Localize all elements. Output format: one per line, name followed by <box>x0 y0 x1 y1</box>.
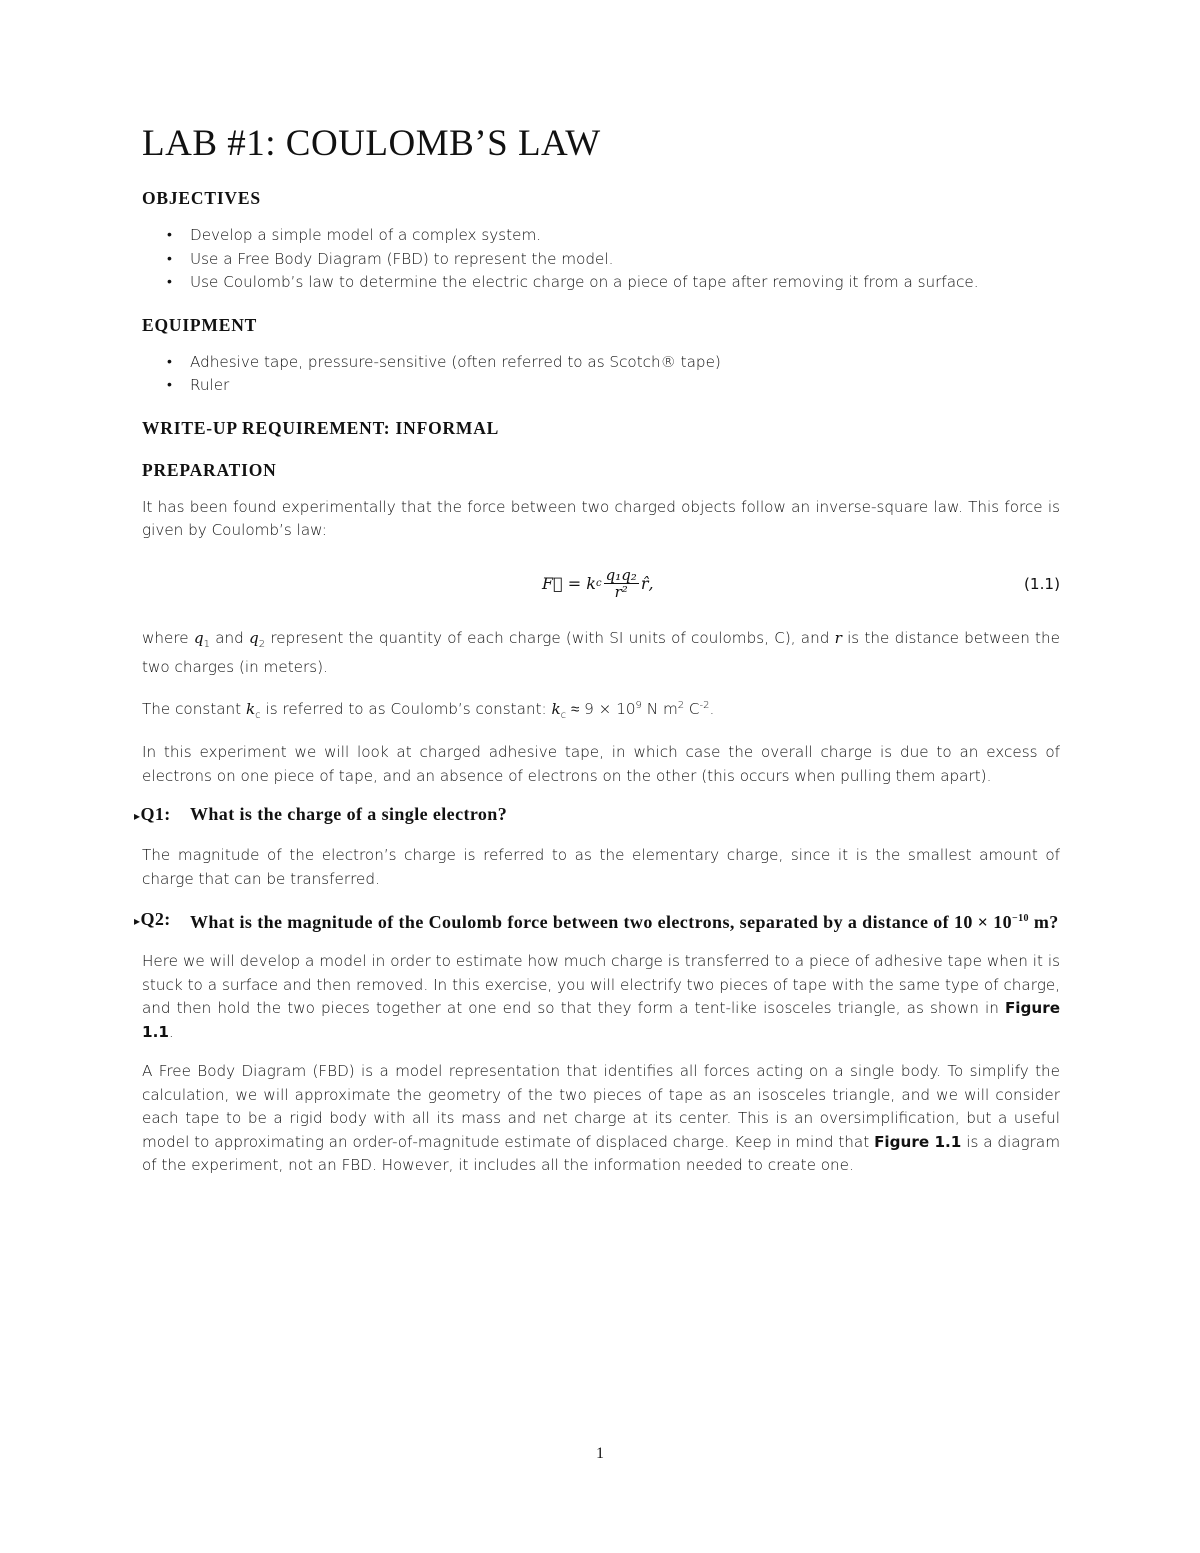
objectives-list <box>142 224 1060 295</box>
constant-paragraph: The constant $k_c$ is referred to as Coulomb’s constant: $k_c \approx 9 \times 10^9$ N $m^2$ $C^{-2}$. <box>142 699 715 721</box>
q1-followup-paragraph: The magnitude of the electron’s charge is referred to as the elementary charge, since it is the smallest amount of charge that can be transferred. <box>142 846 1060 888</box>
question-q2 <box>134 907 1060 934</box>
equipment-list <box>142 351 1060 398</box>
list-item: • Ruler <box>142 374 1060 398</box>
equipment-heading: EQUIPMENT <box>142 314 258 335</box>
fbd-paragraph: A Free Body Diagram (FBD) is a model representation that identifies all forces acting on a single body. To simplify the calculation, we will approximate the geometry of the two pieces of tape as an isosceles triangle, and we will consider each tape to be a rigid body with all its mass and net charge at its center. This is an oversimplification, but a useful model to approximating an order-of-magnitude estimate of displaced charge. Keep in mind that Figure 1.1 is a diagram of the experiment, not an FBD. However, it includes all the information needed to create one. <box>142 1062 1061 1175</box>
list-item: • Use a Free Body Diagram (FBD) to represent the model. <box>142 248 1060 272</box>
page-number: 1 <box>596 1445 604 1462</box>
list-item: • Adhesive tape, pressure-sensitive (often referred to as Scotch® tape) <box>142 351 1060 375</box>
list-item: • Use Coulomb’s law to determine the electric charge on a piece of tape after removing it from a surface. <box>142 271 1060 295</box>
equation-number: (1.1) <box>1023 574 1060 593</box>
page-title: LAB #1: COULOMB’S LAW <box>142 123 601 164</box>
question-label: ▸Q2: <box>134 909 171 930</box>
triangle-marker-icon: ▸ <box>134 809 141 824</box>
preparation-heading: PREPARATION <box>142 459 277 480</box>
experiment-paragraph: In this experiment we will look at charged adhesive tape, in which case the overall charge is due to an excess of electrons on one piece of tape, and an absence of electrons on the other (this occurs when pulling them apart). <box>142 743 1060 785</box>
coulomb-equation <box>142 565 1060 615</box>
equation-fraction: $\frac{\text{q₁q₂}}{\text{r²}}$ <box>605 565 637 601</box>
model-paragraph: Here we will develop a model in order to estimate how much charge is transferred to a piece of adhesive tape when it is stuck to a surface and then removed. In this exercise, you will electrify two pieces of tape with the same type of charge, and then hold the two pieces together at one end so that they form a tent-like isosceles triangle, as shown in Figure 1.1. <box>142 952 1060 1041</box>
question-label: ▸Q1: <box>134 804 171 825</box>
figure-reference: Figure 1.1 <box>142 999 1060 1041</box>
question-q1 <box>134 802 1060 828</box>
triangle-marker-icon: ▸ <box>134 914 141 929</box>
equation-formula: F⃗ = k c $\frac{\text{q₁q₂}}{\text{r²}}$ r̂, <box>542 565 654 601</box>
objectives-heading: OBJECTIVES <box>142 188 261 208</box>
writeup-heading: WRITE-UP REQUIREMENT: INFORMAL <box>142 417 500 438</box>
figure-reference: Figure 1.1 <box>874 1132 962 1151</box>
question-text: What is the magnitude of the Coulomb force between two electrons, separated by a distance of $10 \times 10^{-10}$ m? <box>190 912 1059 933</box>
page-content <box>134 122 1061 1178</box>
where-paragraph: where $q_1$ and $q_2$ represent the quantity of each charge (with SI units of coulombs, C), and r is the distance between the two charges (in meters). <box>142 628 1060 677</box>
preparation-intro: It has been found experimentally that the force between two charged objects follow an inverse-square law. This force is given by Coulomb’s law: <box>142 497 1060 539</box>
list-item: • Develop a simple model of a complex system. <box>142 224 1060 248</box>
question-text: What is the charge of a single electron? <box>190 804 508 825</box>
